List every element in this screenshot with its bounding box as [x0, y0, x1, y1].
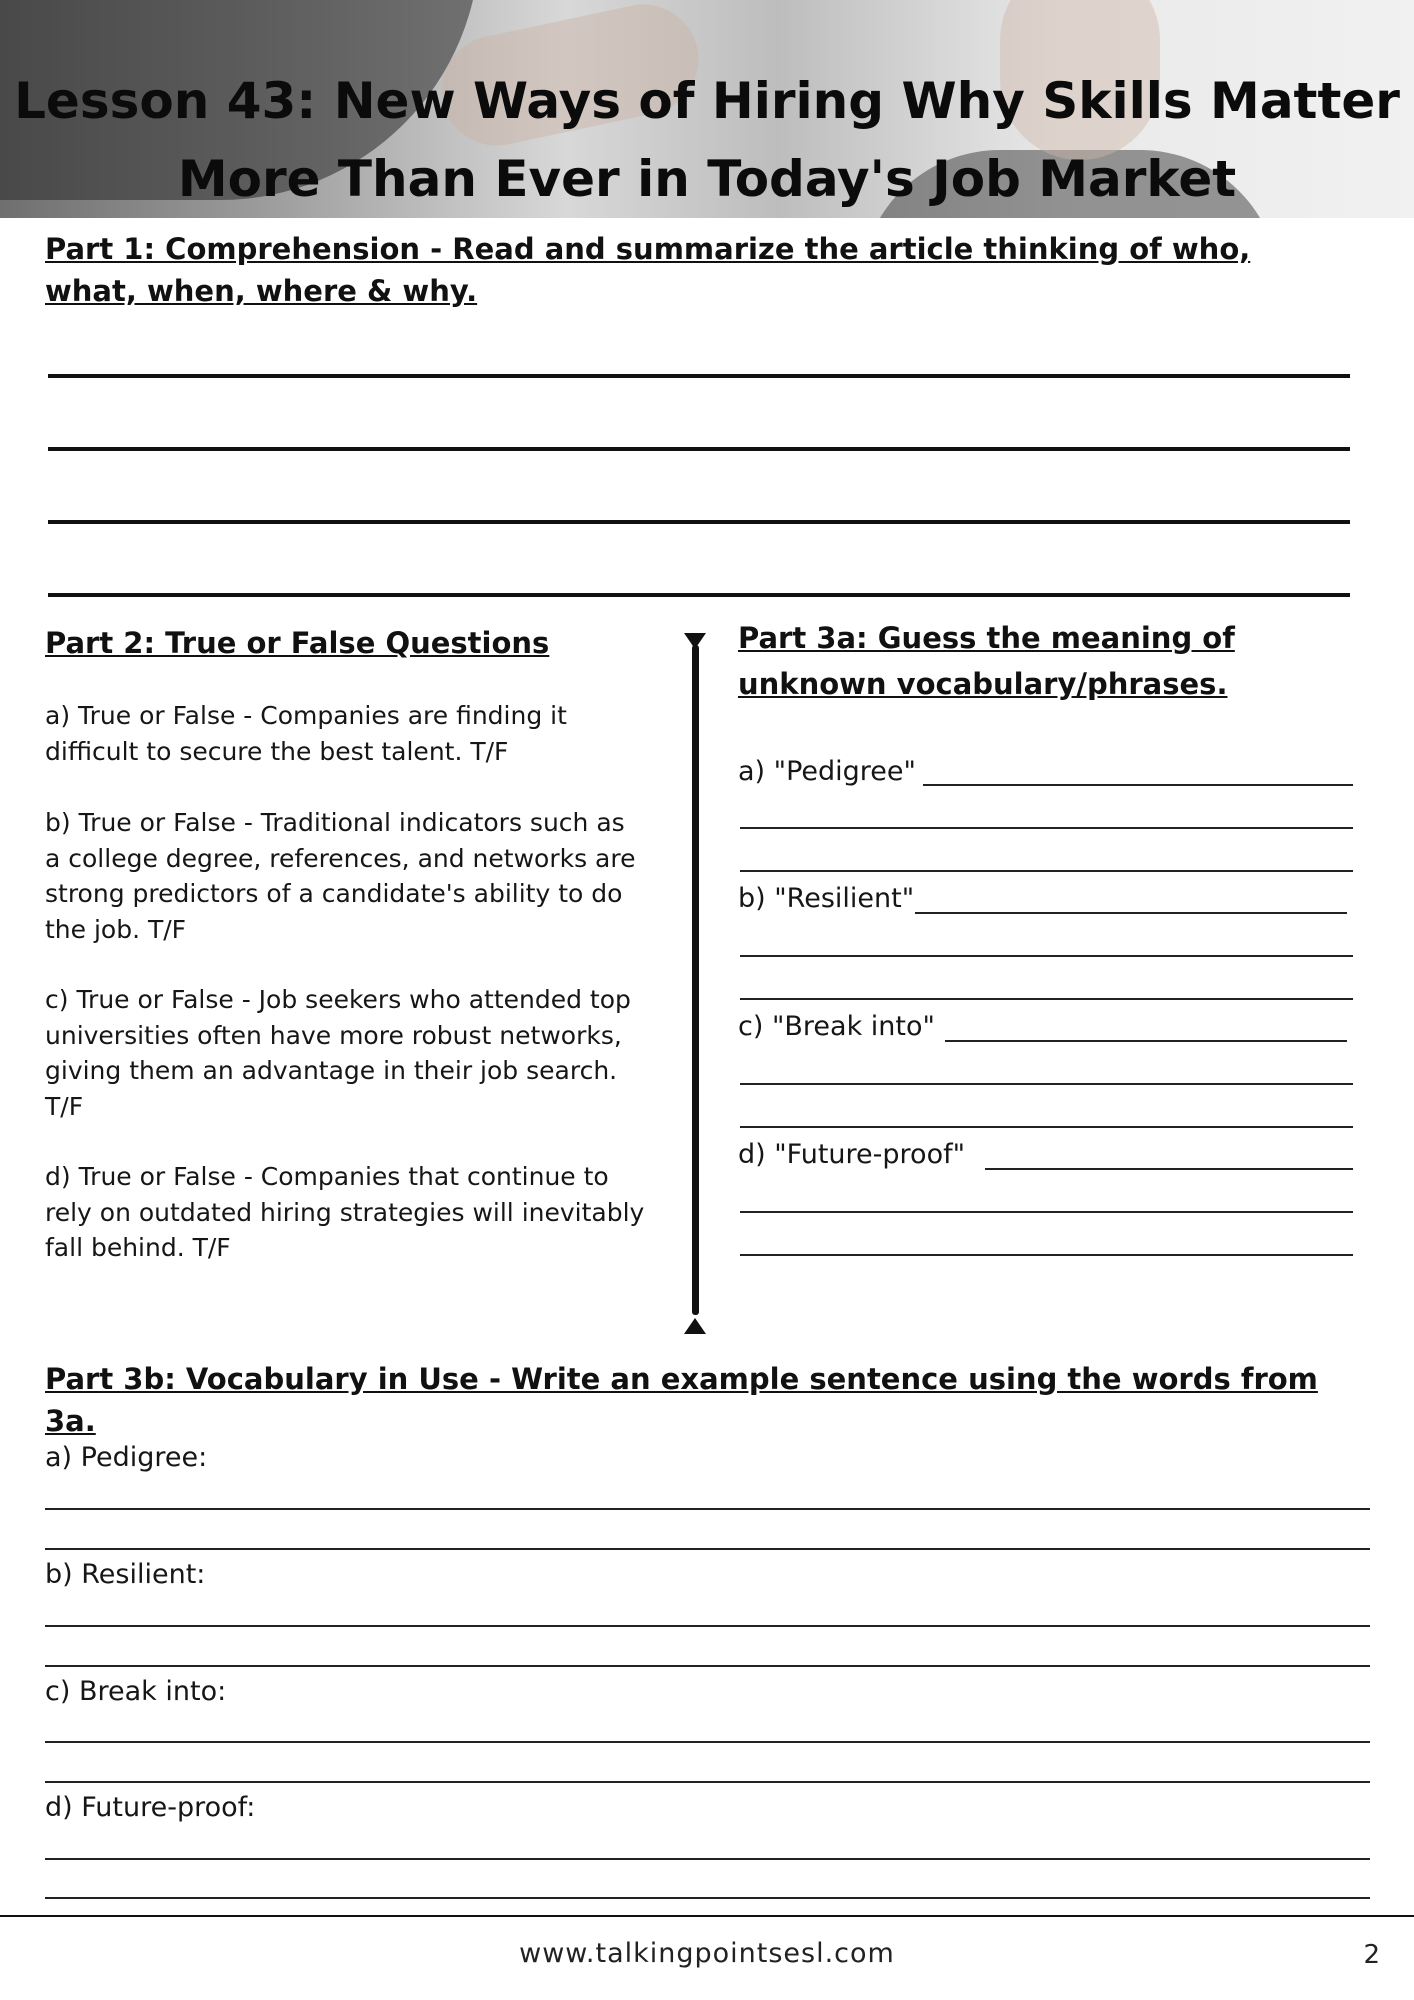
vocab-item-resilient: b) "Resilient" [738, 883, 915, 914]
true-false-question-c: c) True or False - Job seekers who attended top universities often have more robust networks, giving them an advantage in their job search. T/F [45, 985, 631, 1121]
footer-divider [0, 1915, 1414, 1917]
answer-line[interactable] [45, 1508, 1370, 1510]
column-divider [692, 645, 699, 1315]
answer-line[interactable] [915, 912, 1347, 914]
answer-line[interactable] [740, 1126, 1353, 1128]
true-false-question-b: b) True or False - Traditional indicators such as a college degree, references, and networks are strong predictors of a candidate's ability to do the job. T/F [45, 808, 636, 944]
divider-cap [684, 1318, 706, 1334]
part3b-heading: Part 3b: Vocabulary in Use - Write an example sentence using the words from 3a. [45, 1362, 1318, 1438]
answer-line[interactable] [740, 827, 1353, 829]
answer-line[interactable] [48, 520, 1350, 524]
vocab-use-pedigree: a) Pedigree: [45, 1442, 208, 1473]
header-banner [0, 0, 1414, 218]
answer-line[interactable] [48, 593, 1350, 597]
page-number: 2 [1363, 1940, 1380, 1970]
vocab-item-future-proof: d) "Future-proof" [738, 1139, 966, 1170]
part3a-heading: Part 3a: Guess the meaning of unknown vocabulary/phrases. [738, 621, 1235, 701]
answer-line[interactable] [48, 374, 1350, 378]
answer-line[interactable] [45, 1741, 1370, 1743]
answer-line[interactable] [740, 998, 1353, 1000]
answer-line[interactable] [740, 1083, 1353, 1085]
vocab-use-break-into: c) Break into: [45, 1676, 227, 1707]
answer-line[interactable] [45, 1858, 1370, 1860]
footer-url[interactable]: www.talkingpointsesl.com [519, 1938, 895, 1969]
answer-line[interactable] [945, 1040, 1347, 1042]
answer-line[interactable] [45, 1897, 1370, 1899]
answer-line[interactable] [48, 447, 1350, 451]
vocab-use-future-proof: d) Future-proof: [45, 1792, 256, 1823]
answer-line[interactable] [923, 784, 1353, 786]
vocab-use-resilient: b) Resilient: [45, 1559, 206, 1590]
true-false-question-a: a) True or False - Companies are finding it difficult to secure the best talent. T/F [45, 701, 567, 766]
answer-line[interactable] [45, 1781, 1370, 1783]
title-line-1: Lesson 43: New Ways of Hiring Why Skills Matter [14, 72, 1400, 130]
answer-line[interactable] [45, 1625, 1370, 1627]
answer-line[interactable] [45, 1548, 1370, 1550]
title-line-2: More Than Ever in Today's Job Market [177, 150, 1237, 208]
answer-line[interactable] [985, 1168, 1353, 1170]
answer-line[interactable] [740, 1254, 1353, 1256]
answer-line[interactable] [45, 1665, 1370, 1667]
part2-heading: Part 2: True or False Questions [45, 626, 550, 660]
vocab-item-break-into: c) "Break into" [738, 1011, 935, 1042]
page-title [0, 62, 1414, 218]
part1-heading: Part 1: Comprehension - Read and summarize the article thinking of who, what, when, where & why. [45, 232, 1251, 308]
true-false-question-d: d) True or False - Companies that continue to rely on outdated hiring strategies will inevitably fall behind. T/F [45, 1162, 645, 1262]
answer-line[interactable] [740, 870, 1353, 872]
vocab-item-pedigree: a) "Pedigree" [738, 756, 916, 787]
answer-line[interactable] [740, 1211, 1353, 1213]
answer-line[interactable] [740, 955, 1353, 957]
